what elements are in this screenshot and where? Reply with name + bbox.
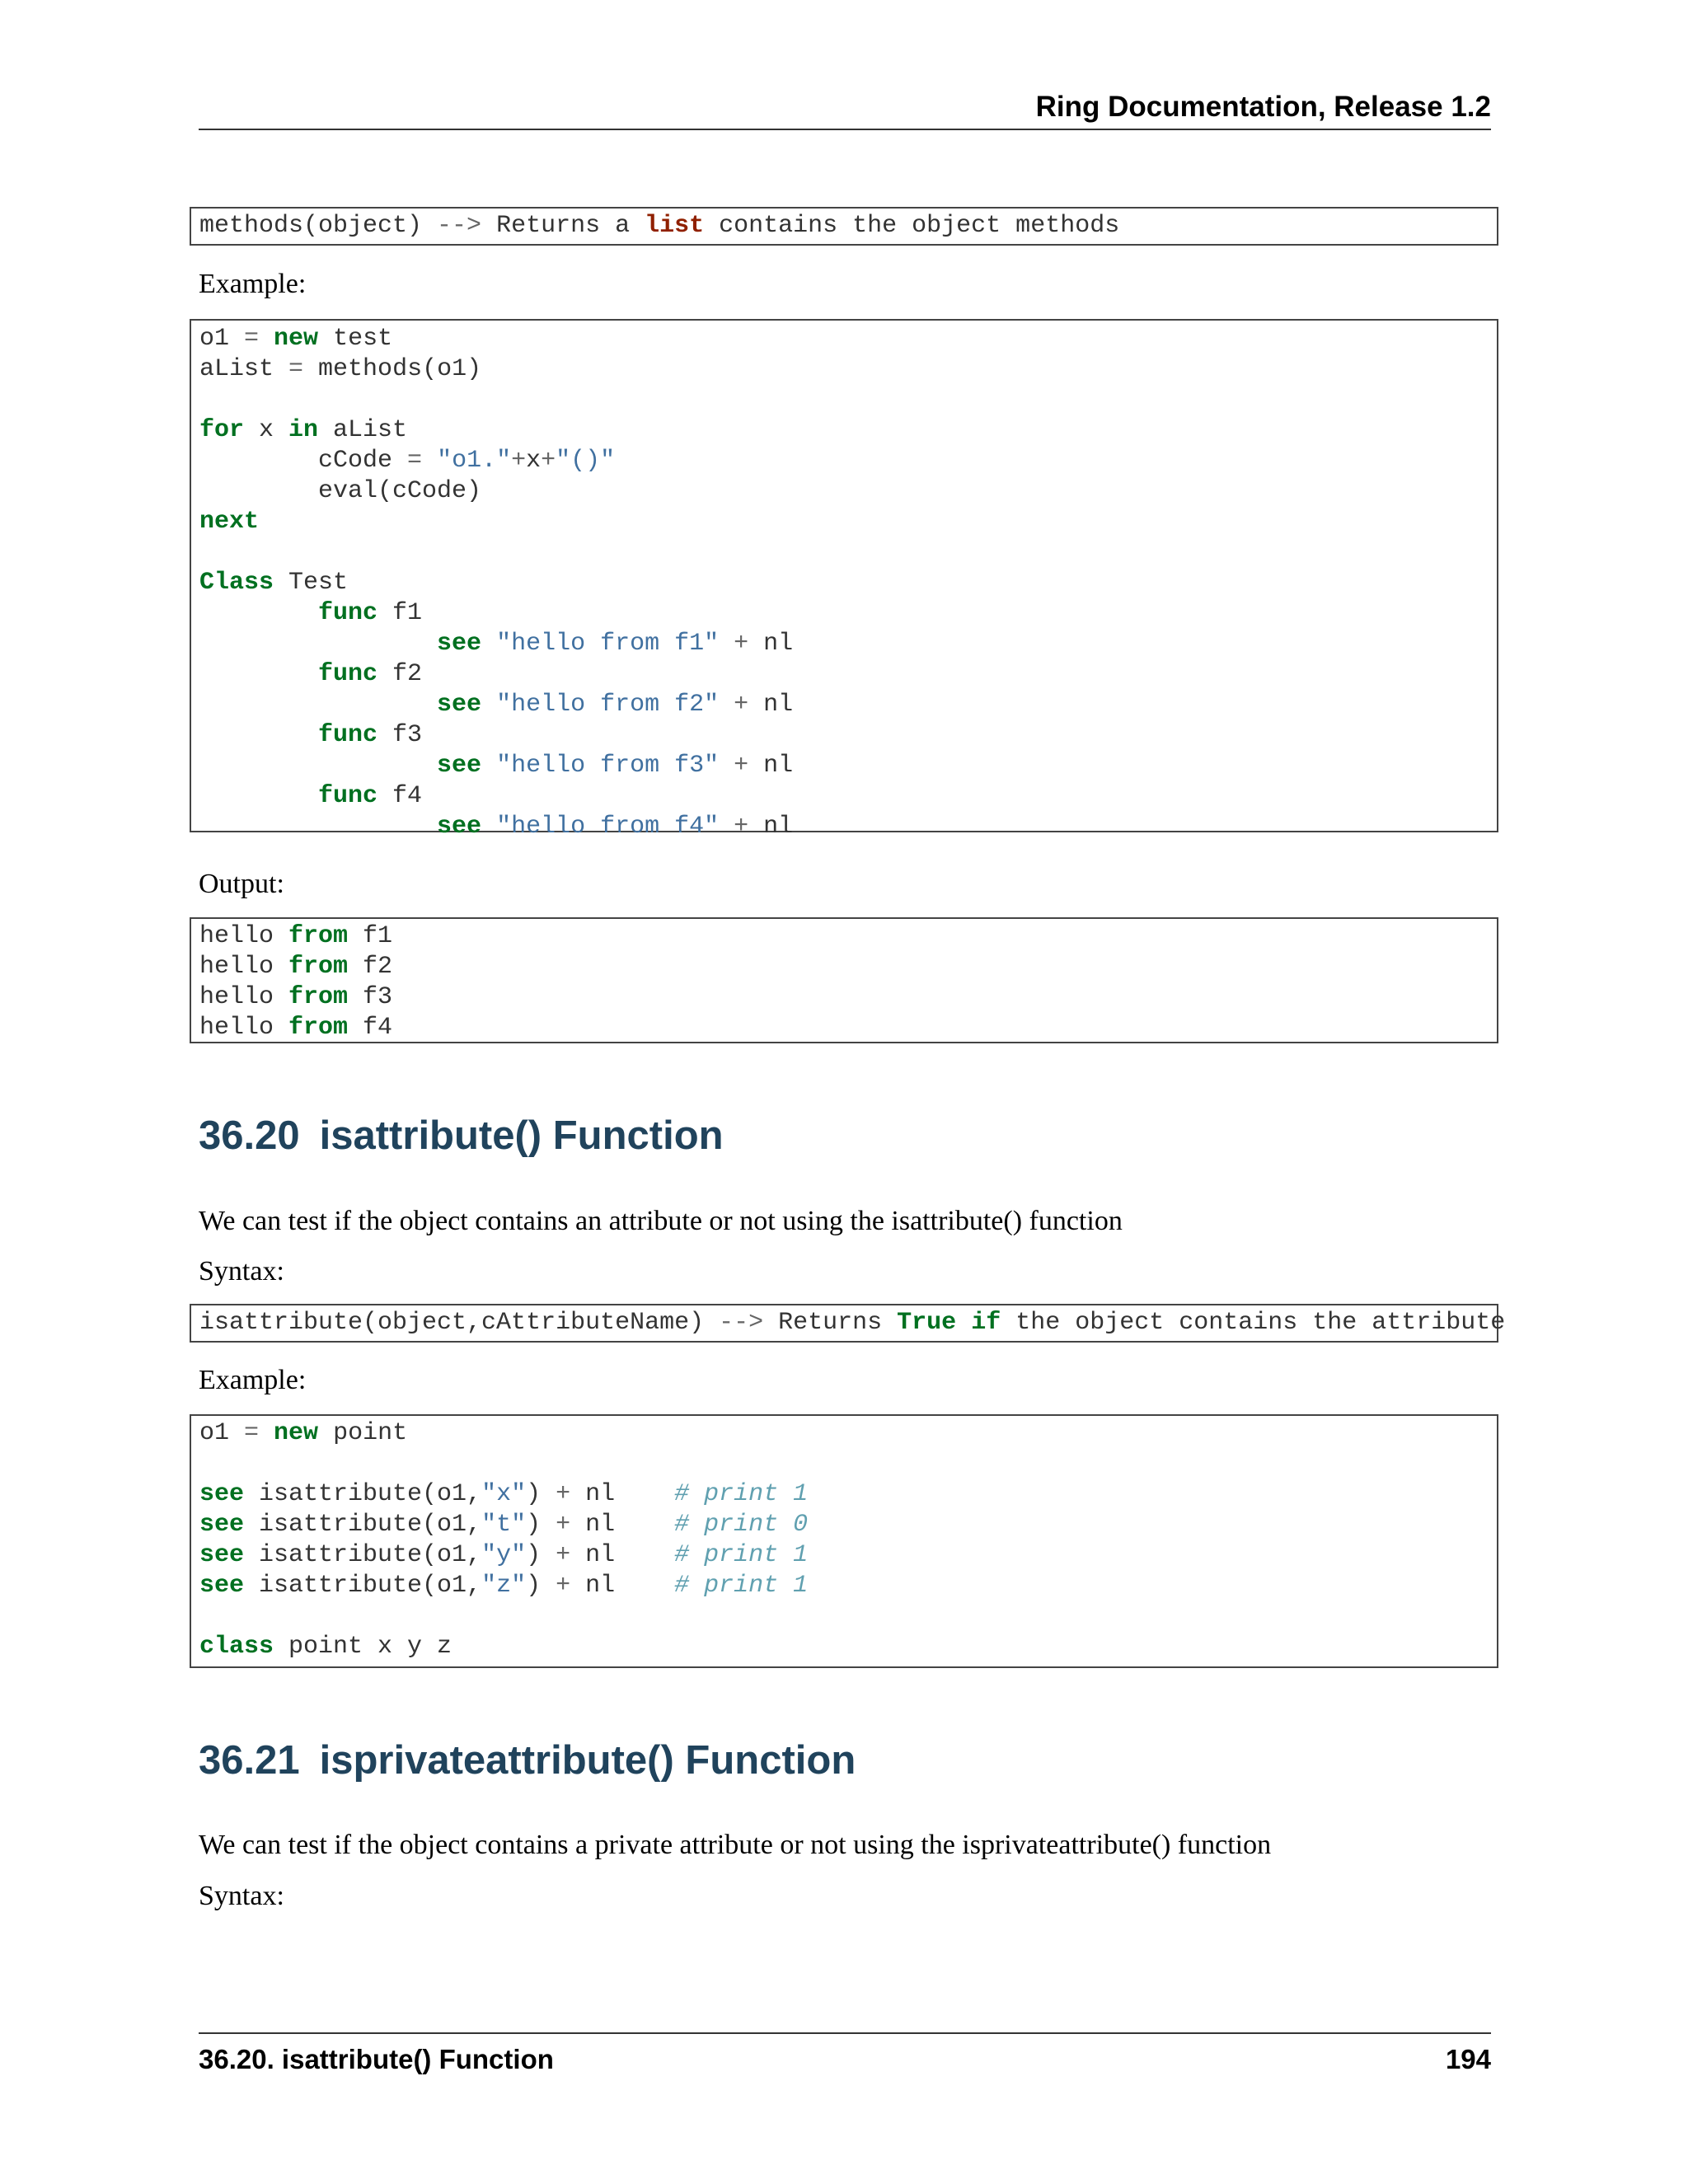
syntax-label: Syntax: [199, 1256, 284, 1286]
section-title: isprivateattribute() Function [319, 1738, 856, 1783]
isattribute-example-block [190, 1414, 1498, 1668]
section-description: We can test if the object contains a private attribute or not using the isprivateattribute() function [199, 1830, 1272, 1860]
section-heading-isprivateattribute [199, 1737, 856, 1783]
page-footer [199, 2044, 1491, 2075]
footer-rule [199, 2032, 1491, 2034]
code-text: o1 = new test aList = methods(o1) for x in aList cCode = "o1."+x+"()" eval(cCode) next Class Test func f1 see "hello from f1" + nl func f2 see "hello from f2" + nl func f3 see "hello from f3" + nl func f4 see "hello from f4" + nl [199, 325, 794, 841]
section-number: 36.20 [199, 1113, 300, 1158]
section-description: We can test if the object contains an attribute or not using the isattribute() function [199, 1206, 1123, 1236]
output-block [190, 917, 1498, 1043]
example-label: Example: [199, 1365, 307, 1395]
section-heading-isattribute [199, 1113, 724, 1159]
page-number: 194 [1445, 2044, 1491, 2074]
section-title: isattribute() Function [319, 1113, 724, 1158]
code-text: methods(object) --> Returns a list contains the object methods [199, 212, 1120, 240]
code-text: hello from f1 hello from f2 hello from f3 hello from f4 [199, 922, 393, 1042]
methods-syntax-block [190, 207, 1498, 246]
isattribute-syntax-block [190, 1304, 1506, 1343]
section-number: 36.21 [199, 1738, 300, 1783]
code-text: isattribute(object,cAttributeName) --> Returns True if the object contains the attribute [199, 1309, 1506, 1337]
methods-example-block [190, 319, 1498, 841]
running-header-title: Ring Documentation, Release 1.2 [1035, 91, 1491, 123]
example-label: Example: [199, 269, 307, 299]
code-text: o1 = new point see isattribute(o1,"x") + nl # print 1 see isattribute(o1,"t") + nl # print 0 see isattribute(o1,"y") + nl # print 1 see isattribute(o1,"z") + nl # print 1 class point x y z [199, 1419, 809, 1661]
header-rule [199, 129, 1491, 130]
footer-section-title: 36.20. isattribute() Function [199, 2044, 554, 2074]
syntax-label: Syntax: [199, 1881, 284, 1911]
output-label: Output: [199, 869, 284, 899]
